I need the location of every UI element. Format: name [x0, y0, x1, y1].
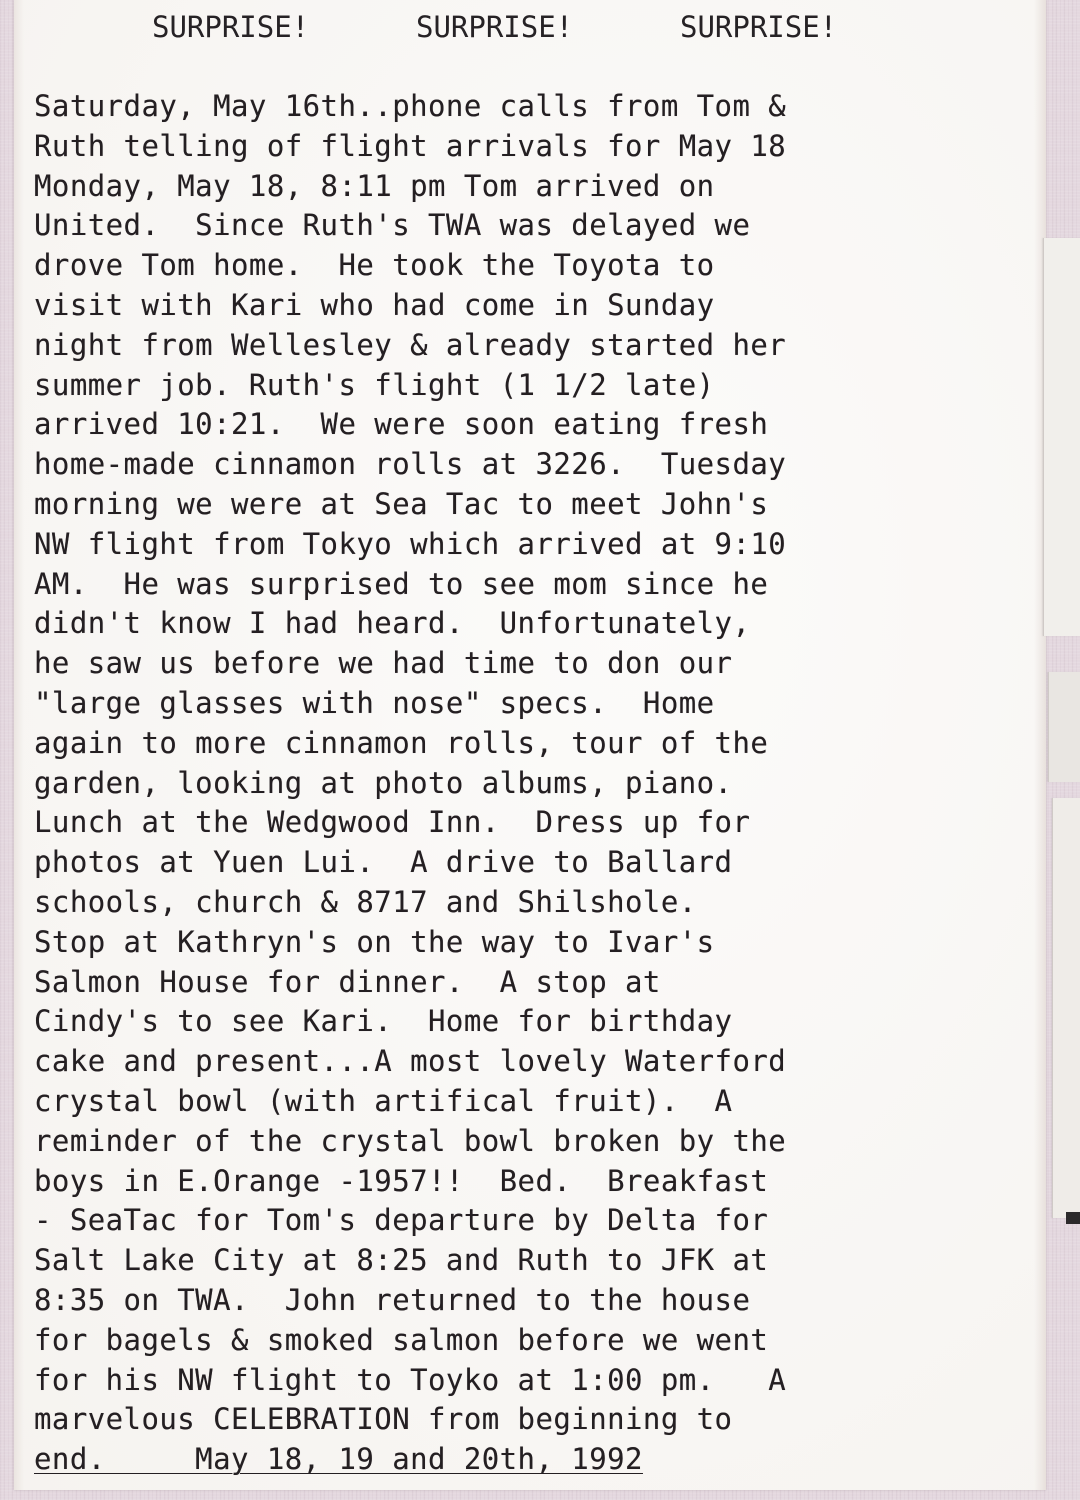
typed-body — [34, 87, 1080, 1480]
text-line: again to more cinnamon rolls, tour of the — [34, 725, 769, 760]
text-line: crystal bowl (with artifical fruit). A — [34, 1083, 733, 1118]
text-line: Ruth telling of flight arrivals for May 18 — [34, 128, 787, 163]
heading-part: SURPRISE! — [416, 10, 574, 44]
text-line: NW flight from Tokyo which arrived at 9:10 — [34, 526, 787, 561]
text-line: arrived 10:21. We were soon eating fresh — [34, 407, 769, 442]
text-line: home-made cinnamon rolls at 3226. Tuesday — [34, 447, 787, 482]
text-line: drove Tom home. He took the Toyota to — [34, 248, 715, 283]
text-line: boys in E.Orange -1957!! Bed. Breakfast — [34, 1163, 769, 1198]
text-line: for his NW flight to Toyko at 1:00 pm. A — [34, 1362, 787, 1397]
text-line: Salt Lake City at 8:25 and Ruth to JFK at — [34, 1243, 769, 1278]
text-line: for bagels & smoked salmon before we went — [34, 1322, 769, 1357]
text-line: morning we were at Sea Tac to meet John's — [34, 486, 769, 521]
text-line: reminder of the crystal bowl broken by the — [34, 1123, 787, 1158]
text-line: photos at Yuen Lui. A drive to Ballard — [34, 845, 733, 880]
heading-part: SURPRISE! — [152, 10, 310, 44]
text-line: Cindy's to see Kari. Home for birthday — [34, 1004, 733, 1039]
text-line: Salmon House for dinner. A stop at — [34, 964, 661, 999]
text-line: garden, looking at photo albums, piano. — [34, 765, 733, 800]
text-line: end. May 18, 19 and 20th, 1992 — [34, 1442, 643, 1477]
text-line: Lunch at the Wedgwood Inn. Dress up for — [34, 805, 751, 840]
text-line: night from Wellesley & already started her — [34, 327, 787, 362]
text-line: cake and present...A most lovely Waterford — [34, 1044, 787, 1079]
page-heading — [0, 10, 1044, 44]
text-line: Monday, May 18, 8:11 pm Tom arrived on — [34, 168, 715, 203]
text-line: - SeaTac for Tom's departure by Delta for — [34, 1203, 769, 1238]
text-line: AM. He was surprised to see mom since he — [34, 566, 769, 601]
text-line: "large glasses with nose" specs. Home — [34, 685, 715, 720]
text-line: visit with Kari who had come in Sunday — [34, 287, 715, 322]
text-line: summer job. Ruth's flight (1 1/2 late) — [34, 367, 715, 402]
heading-part: SURPRISE! — [680, 10, 838, 44]
text-line: United. Since Ruth's TWA was delayed we — [34, 208, 751, 243]
text-line: schools, church & 8717 and Shilshole. — [34, 884, 697, 919]
text-line: didn't know I had heard. Unfortunately, — [34, 606, 751, 641]
text-line: Stop at Kathryn's on the way to Ivar's — [34, 924, 715, 959]
text-line: Saturday, May 16th..phone calls from Tom & — [34, 89, 787, 123]
text-line: 8:35 on TWA. John returned to the house — [34, 1282, 751, 1317]
text-line: he saw us before we had time to don our — [34, 646, 733, 681]
text-line: marvelous CELEBRATION from beginning to — [34, 1402, 733, 1437]
